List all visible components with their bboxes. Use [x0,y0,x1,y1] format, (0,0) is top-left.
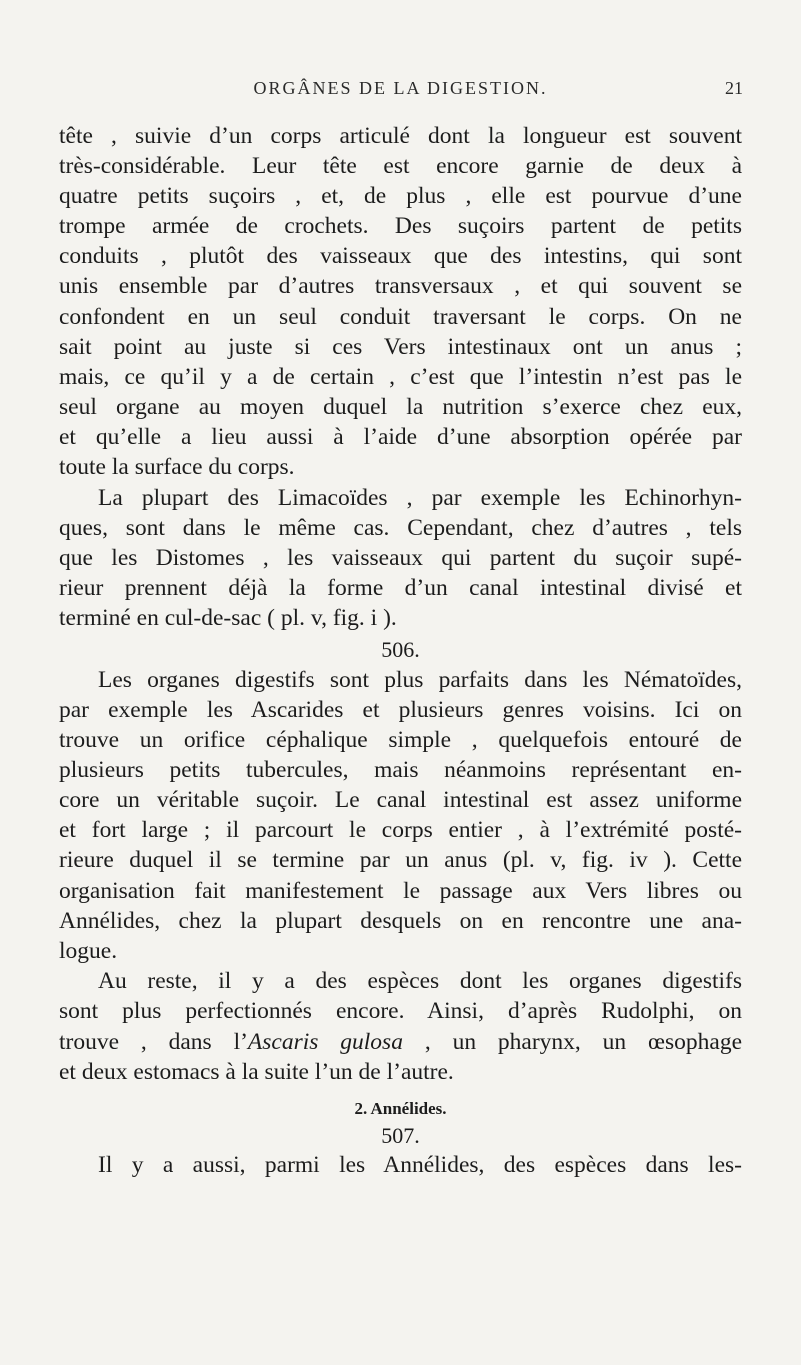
text-line: trompe armée de crochets. Des suçoirs partent de petits [59,213,742,239]
text-line: organisation fait manifestement le passage aux Vers libres ou [59,878,742,904]
text-line: core un véritable suçoir. Le canal intestinal est assez uniforme [59,787,742,813]
text-line: conduits , plutôt des vaisseaux que des intestins, qui sont [59,243,742,269]
text-line: terminé en cul-de-sac ( pl. v, fig. i ). [59,605,397,631]
text-line: unis ensemble par d’autres transversaux , et qui souvent se [59,273,742,299]
text-line: toute la surface du corps. [59,454,295,480]
text-line: sait point au juste si ces Vers intestinaux ont un anus ; [59,334,742,360]
text-line: tête , suivie d’un corps articulé dont la longueur est souvent [59,123,742,149]
text-line: Il y a aussi, parmi les Annélides, des espèces dans les- [98,1152,742,1178]
text-line: sont plus perfectionnés encore. Ainsi, d’après Rudolphi, on [59,998,742,1024]
text-line: Les organes digestifs sont plus parfaits dans les Nématoïdes, [98,667,742,693]
text-line: seul organe au moyen duquel la nutrition s’exerce chez eux, [59,394,742,420]
text-line: La plupart des Limacoïdes , par exemple les Echinorhyn- [98,485,742,511]
running-head [0,78,801,108]
text-line: et deux estomacs à la suite l’un de l’autre. [59,1059,454,1085]
text-run: trouve , dans l’ [59,1029,248,1055]
text-line: trouve un orifice céphalique simple , quelquefois entouré de [59,727,742,753]
text-line [59,1027,742,1057]
text-run: , un pharynx, un œsophage [402,1029,742,1055]
text-line: plusieurs petits tubercules, mais néanmoins représentant en- [59,757,742,783]
text-line: et qu’elle a lieu aussi à l’aide d’une absorption opérée par [59,424,742,450]
text-line: Annélides, chez la plupart desquels on en rencontre une ana- [59,908,742,934]
text-line: quatre petits suçoirs , et, de plus , elle est pourvue d’une [59,183,742,209]
text-line: et fort large ; il parcourt le corps entier , à l’extrémité posté- [59,817,742,843]
section-number: 507. [381,1123,420,1148]
text-line: rieur prennent déjà la forme d’un canal intestinal divisé et [59,575,742,601]
text-line: confondent en un seul conduit traversant le corps. On ne [59,304,742,330]
text-line: ques, sont dans le même cas. Cependant, chez d’autres , tels [59,515,742,541]
page-number: 21 [725,78,743,98]
text-line: rieure duquel il se termine par un anus (pl. v, fig. iv ). Cette [59,847,742,873]
species-name: Ascaris gulosa [247,1029,403,1055]
text-line: que les Distomes , les vaisseaux qui partent du suçoir supé- [59,545,742,571]
text-line: logue. [59,938,118,964]
subsection-heading: 2. Annélides. [354,1099,447,1118]
text-line: Au reste, il y a des espèces dont les organes digestifs [98,968,742,994]
running-title: ORGÂNES DE LA DIGESTION. [253,78,548,98]
text-line: par exemple les Ascarides et plusieurs genres voisins. Ici on [59,697,742,723]
text-line: très-considérable. Leur tête est encore garnie de deux à [59,153,742,179]
text-line: mais, ce qu’il y a de certain , c’est que l’intestin n’est pas le [59,364,742,390]
section-number: 506. [381,637,420,662]
